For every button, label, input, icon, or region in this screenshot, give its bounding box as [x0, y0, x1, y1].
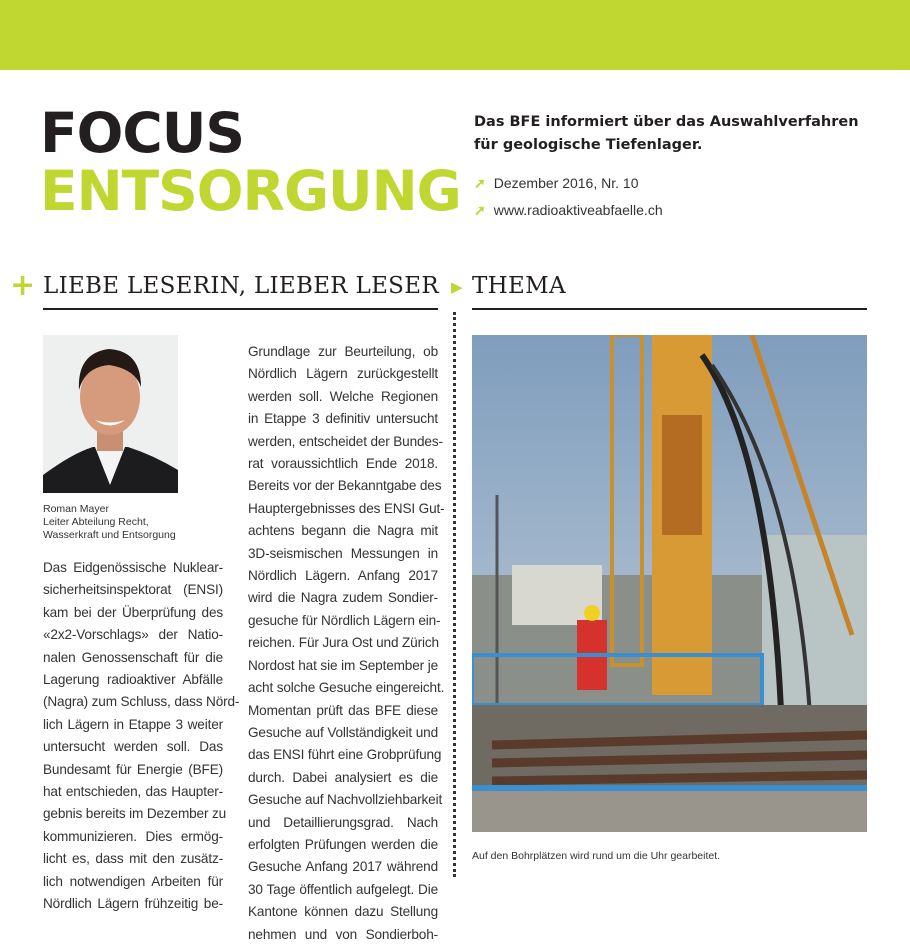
author-role: Leiter Abteilung Recht,	[43, 516, 149, 528]
text-line: 3D-seismischen Messungen in	[248, 545, 438, 561]
text-line: acht solche Gesuche eingereicht.	[248, 680, 445, 696]
issue-label: Dezember 2016, Nr. 10	[493, 175, 639, 191]
thema-heading: THEMA	[472, 273, 566, 299]
text-line: Hauptergebnisses des ENSI Gut-	[248, 500, 445, 516]
title-entsorgung: ENTSORGUNG	[40, 159, 461, 223]
text-line: das ENSI führt eine Grobprüfung	[248, 747, 442, 763]
text-line: nalen Genossenschaft für die	[43, 649, 223, 665]
text-line: sicherheitsinspektorat (ENSI)	[43, 582, 223, 598]
text-line: werden, entscheidet der Bundes-	[248, 433, 443, 449]
text-line: lich notwendigen Arbeiten für	[43, 873, 223, 889]
text-line: Das Eidgenössische Nuklear-	[43, 560, 223, 575]
text-line: in Etappe 3 definitiv untersucht	[248, 411, 438, 427]
editorial-column-2	[248, 341, 445, 946]
text-line: Gesuche auf Vollständigkeit und	[248, 724, 438, 740]
text-line: erfolgten Prüfungen werden die	[248, 836, 438, 852]
text-line: und Detaillierungsgrad. Nach	[248, 814, 438, 830]
column-divider	[453, 312, 456, 877]
photo-caption: Auf den Bohrplätzen wird rund um die Uhr gearbeitet.	[472, 850, 721, 862]
author-role: Wasserkraft und Entsorgung	[43, 529, 176, 541]
text-line: (Nagra) zum Schluss, dass Nörd-	[43, 694, 240, 710]
text-line: wird die Nagra zudem Sondier-	[248, 590, 438, 606]
text-line: Nördlich Lägern. Anfang 2017	[248, 568, 438, 584]
text-line: kommunizieren. Dies ermög-	[43, 828, 223, 844]
text-line: Kantone können dazu Stellung	[248, 904, 438, 920]
website-label[interactable]: www.radioaktiveabfaelle.ch	[493, 202, 663, 218]
text-line: reichen. Für Jura Ost und Zürich	[248, 635, 439, 651]
author-photo	[43, 335, 178, 493]
arrow-icon: ➚	[474, 175, 486, 191]
editorial-heading: LIEBE LESERIN, LIEBER LESER	[43, 273, 439, 299]
text-line: werden soll. Welche Regionen	[248, 388, 438, 404]
text-line: Lagerung radioaktiver Abfälle	[43, 672, 223, 688]
arrow-icon: ➚	[474, 202, 486, 218]
text-line: Nördlich Lägern zurückgestellt	[248, 366, 438, 382]
text-line: Nordost hat sie im September je	[248, 657, 438, 673]
plus-icon: +	[10, 268, 36, 303]
text-line: Nördlich Lägern frühzeitig be-	[43, 896, 223, 912]
website-link[interactable]	[474, 202, 663, 219]
drilling-rig-photo	[472, 335, 867, 832]
text-line: nehmen und von Sondierboh-	[248, 926, 438, 942]
text-line: licht es, dass mit den zusätz-	[43, 851, 223, 867]
text-line: Gesuche Anfang 2017 während	[248, 859, 438, 875]
header-bar	[0, 0, 910, 70]
text-line: Bereits vor der Bekanntgabe des	[248, 478, 442, 494]
triangle-icon: ▶	[451, 279, 463, 296]
intro-line: Das BFE informiert über das Auswahlverfahren	[474, 114, 859, 130]
text-line: rat voraussichtlich Ende 2018.	[248, 456, 438, 472]
issue-info	[474, 175, 638, 192]
text-line: gesuche für Nördlich Lägern ein-	[248, 612, 441, 628]
title-focus: FOCUS	[40, 101, 244, 165]
editorial-column-1	[43, 557, 240, 916]
text-line: hat entschieden, das Haupter-	[43, 784, 223, 800]
text-line: gebnis bereits im Dezember zu	[43, 806, 227, 822]
intro-text	[474, 111, 859, 157]
author-name: Roman Mayer	[43, 503, 109, 515]
text-line: Grundlage zur Beurteilung, ob	[248, 344, 438, 359]
text-line: lich Lägern in Etappe 3 weiter	[43, 716, 223, 732]
heading-rule	[43, 308, 438, 310]
text-line: kam bei der Überprüfung des	[43, 604, 223, 620]
text-line: «2x2-Vorschlags» der Natio-	[43, 627, 223, 643]
heading-rule	[472, 308, 867, 310]
text-line: Bundesamt für Energie (BFE)	[43, 761, 223, 777]
text-line: achtens begann die Nagra mit	[248, 523, 438, 539]
text-line: Gesuche auf Nachvollziehbarkeit	[248, 792, 443, 808]
text-line: 30 Tage öffentlich aufgelegt. Die	[248, 881, 438, 897]
text-line: Momentan prüft das BFE diese	[248, 702, 438, 718]
author-caption	[43, 503, 176, 542]
text-line: untersucht werden soll. Das	[43, 739, 223, 755]
text-line: durch. Dabei analysiert es die	[248, 769, 438, 785]
intro-line: für geologische Tiefenlager.	[474, 137, 703, 153]
